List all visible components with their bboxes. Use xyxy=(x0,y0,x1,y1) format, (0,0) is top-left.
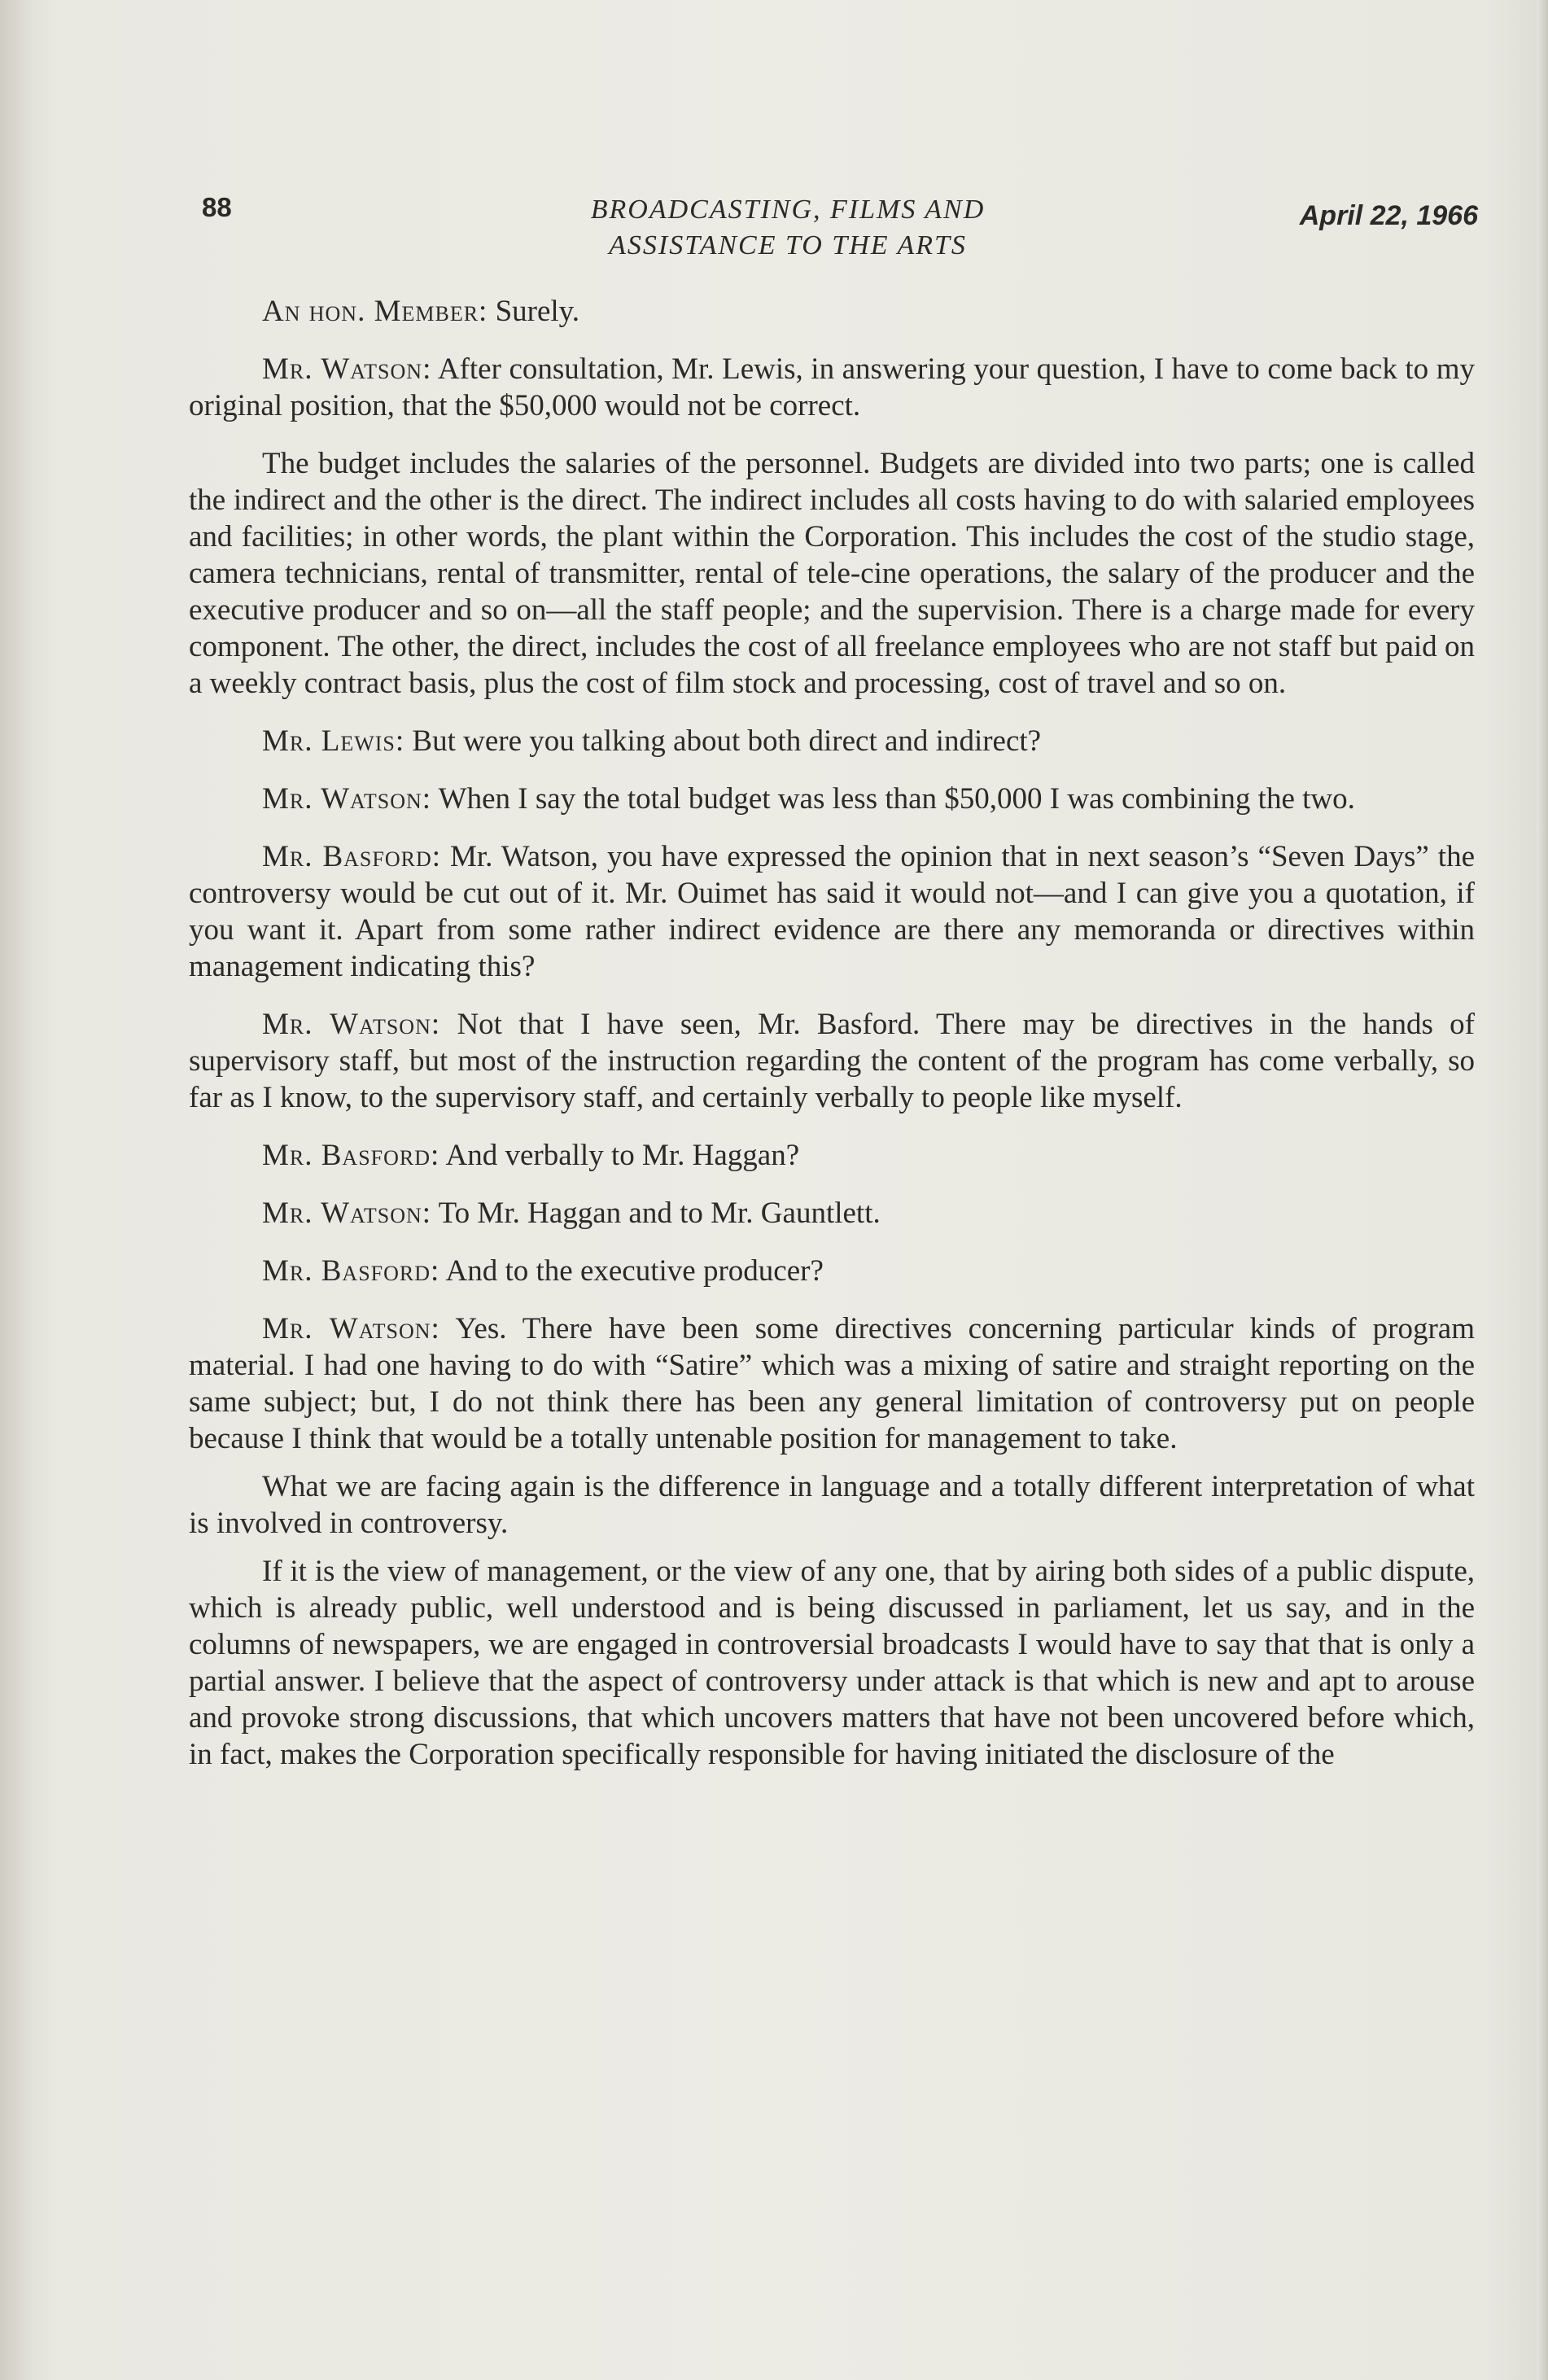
speaker-label: Mr. Watson: xyxy=(262,782,432,816)
binding-gutter xyxy=(0,0,31,2380)
running-header xyxy=(202,192,1478,273)
running-title-line-2: ASSISTANCE TO THE ARTS xyxy=(609,230,967,260)
paragraph xyxy=(189,1137,1475,1174)
speaker-label: Mr. Basford: xyxy=(262,840,442,873)
paragraph xyxy=(189,1468,1475,1542)
paragraph-text: After consultation, Mr. Lewis, in answering your question, I have to come back to my original position, that the $50,000 would not be correct. xyxy=(189,352,1475,422)
paragraph-text: And verbally to Mr. Haggan? xyxy=(439,1139,800,1172)
paragraph-text: But were you talking about both direct and indirect? xyxy=(404,724,1042,758)
paragraph-text: Not that I have seen, Mr. Basford. There may be directives in the hands of supervisory staff, but most of the instruction regarding the content of the program has come verbally, so far as I know, to the supervisory staff, and certainly verbally to people like myself. xyxy=(189,1008,1475,1114)
paragraph xyxy=(189,351,1475,424)
speaker-label: Mr. Basford: xyxy=(262,1254,440,1288)
paragraph-text: If it is the view of management, or the view of any one, that by airing both sides of a public dispute, which is already public, well understood and is being discussed in parliament, let us say, and in the columns of newspapers, we are engaged in controversial broadcasts I would have to say that that is only a partial answer. I believe that the aspect of controversy under attack is that which is new and apt to arouse and provoke strong discussions, that which uncovers matters that have not been uncovered before which, in fact, makes the Corporation specifically responsible for having initiated the disclosure of the xyxy=(189,1555,1475,1771)
running-date: April 22, 1966 xyxy=(1299,200,1478,231)
speaker-label: An hon. Member: xyxy=(262,295,488,328)
running-title-line-1: BROADCASTING, FILMS AND xyxy=(590,195,986,225)
transcript-body xyxy=(189,293,1475,1794)
running-title xyxy=(511,192,1065,264)
page-edge xyxy=(1537,0,1548,2380)
paragraph xyxy=(189,1006,1475,1116)
speaker-label: Mr. Watson: xyxy=(262,1312,440,1345)
speaker-label: Mr. Basford: xyxy=(262,1139,440,1172)
speaker-label: Mr. Watson: xyxy=(262,1008,441,1041)
paragraph xyxy=(189,1553,1475,1773)
paragraph-text: Mr. Watson, you have expressed the opinion that in next season’s “Seven Days” the controversy would be cut out of it. Mr. Ouimet has said it would not—and I can give you a quotation, if you want it. Apart from some rather indirect evidence are there any memoranda or directives within management indicating this? xyxy=(189,840,1475,983)
speaker-label: Mr. Watson: xyxy=(262,352,432,386)
paragraph xyxy=(189,1195,1475,1232)
paragraph xyxy=(189,1253,1475,1289)
paragraph xyxy=(189,723,1475,759)
paragraph xyxy=(189,781,1475,817)
paragraph-text: To Mr. Haggan and to Mr. Gauntlett. xyxy=(431,1197,881,1230)
paragraph-text: And to the executive producer? xyxy=(439,1254,824,1288)
paragraph-text: What we are facing again is the difference in language and a totally different interpretation of what is involved in controversy. xyxy=(189,1470,1475,1540)
paragraph xyxy=(189,838,1475,985)
paragraph-text: The budget includes the salaries of the personnel. Budgets are divided into two parts; one is called the indirect and the other is the direct. The indirect includes all costs having to do with salaried employees and facilities; in other words, the plant within the Corporation. This includes the cost of the studio stage, camera technicians, rental of transmitter, rental of tele-cine operations, the salary of the producer and the executive producer and so on—all the staff people; and the supervision. There is a charge made for every component. The other, the direct, includes the cost of all freelance employees who are not staff but paid on a weekly contract basis, plus the cost of film stock and processing, cost of travel and so on. xyxy=(189,447,1475,700)
paragraph-text: When I say the total budget was less than $50,000 I was combining the two. xyxy=(431,782,1355,816)
paragraph-text: Surely. xyxy=(488,295,580,328)
speaker-label: Mr. Lewis: xyxy=(262,724,405,758)
paragraph xyxy=(189,1310,1475,1457)
speaker-label: Mr. Watson: xyxy=(262,1197,432,1230)
page-number: 88 xyxy=(202,192,232,222)
paragraph-text: Yes. There have been some directives concerning particular kinds of program material. I had one having to do with “Satire” which was a mixing of satire and straight reporting on the same subject; but, I do not think there has been any general limitation of controversy put on people because I think that would be a totally untenable position for management to take. xyxy=(189,1312,1475,1455)
paragraph xyxy=(189,293,1475,330)
paragraph xyxy=(189,445,1475,702)
